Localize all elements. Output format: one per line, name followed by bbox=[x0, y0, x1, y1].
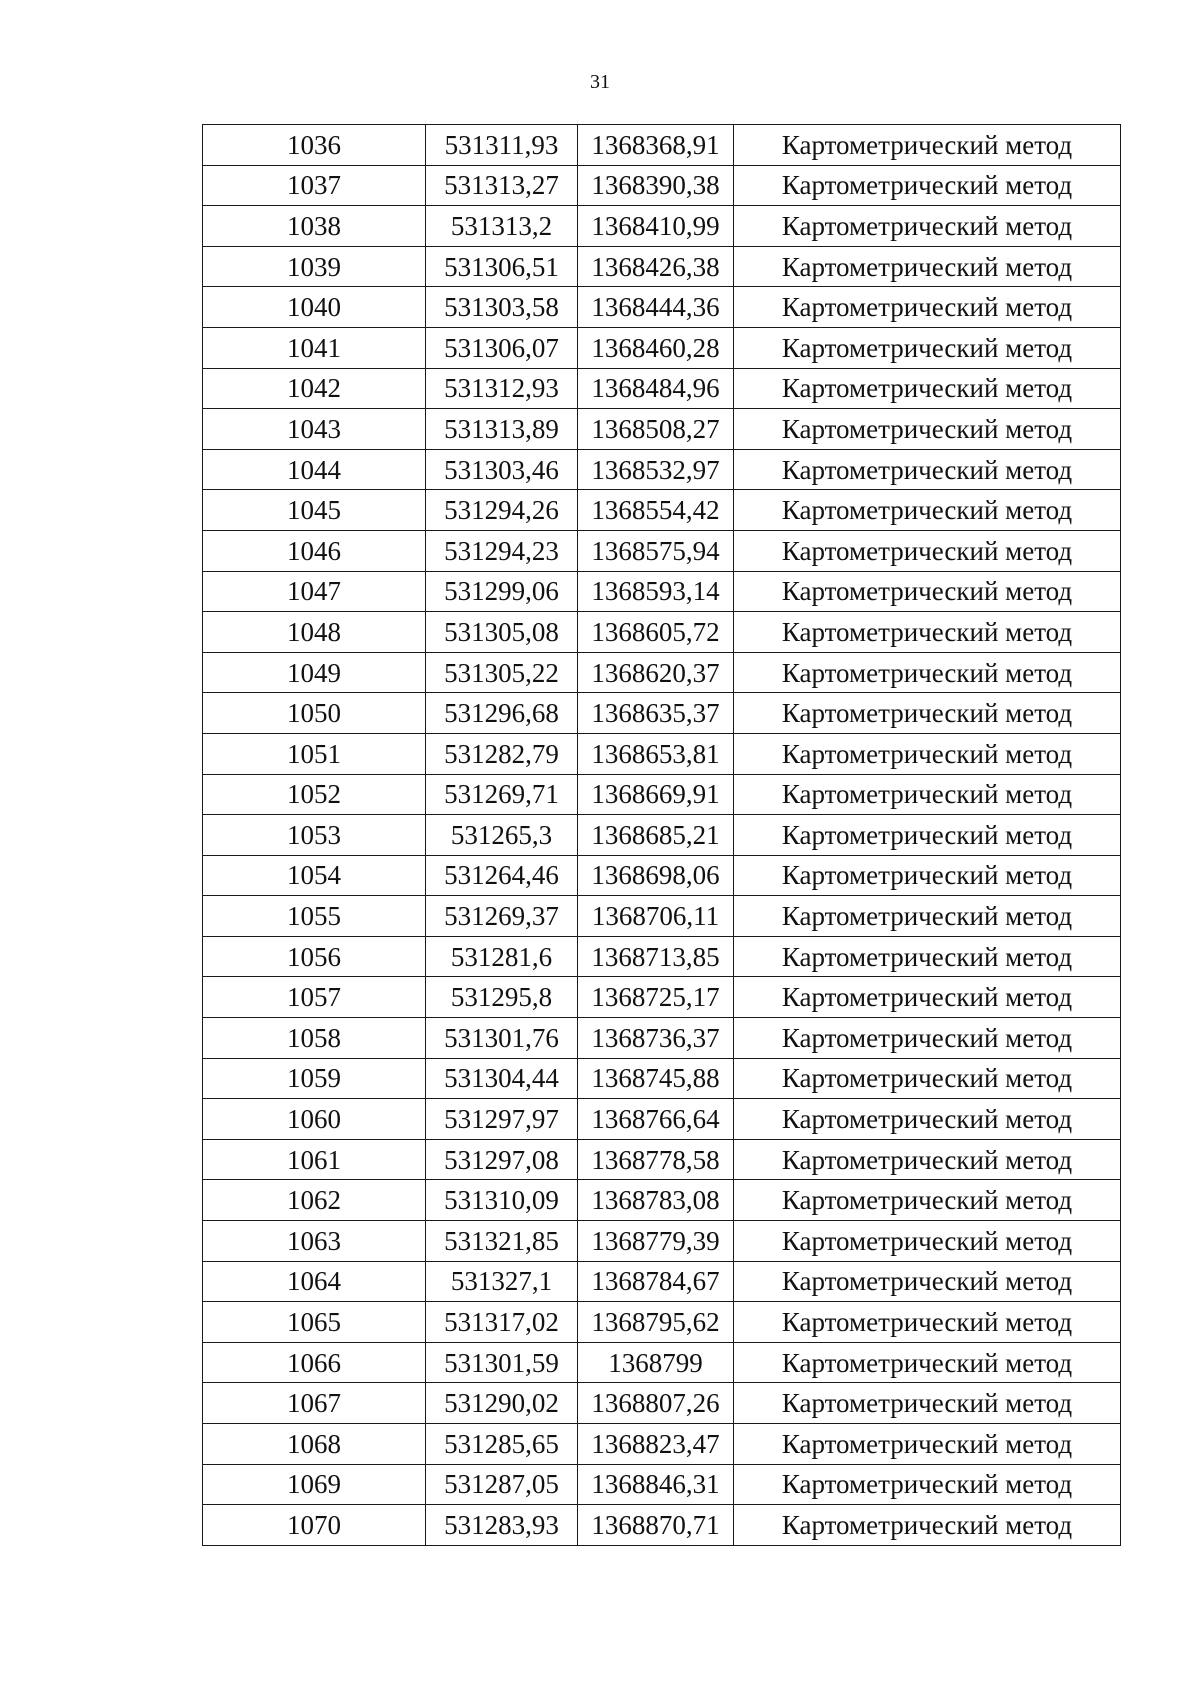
table-row bbox=[203, 896, 1121, 937]
method-cell: Картометрический метод bbox=[734, 125, 1121, 166]
x-coordinate-cell: 531285,65 bbox=[426, 1424, 578, 1465]
y-coordinate-cell: 1368460,28 bbox=[578, 327, 734, 368]
y-coordinate-cell: 1368532,97 bbox=[578, 449, 734, 490]
x-coordinate-cell: 531310,09 bbox=[426, 1180, 578, 1221]
table-row bbox=[203, 1058, 1121, 1099]
point-number-cell: 1043 bbox=[203, 409, 426, 450]
point-number-cell: 1038 bbox=[203, 206, 426, 247]
y-coordinate-cell: 1368669,91 bbox=[578, 774, 734, 815]
point-number-cell: 1067 bbox=[203, 1383, 426, 1424]
y-coordinate-cell: 1368783,08 bbox=[578, 1180, 734, 1221]
y-coordinate-cell: 1368554,42 bbox=[578, 490, 734, 531]
y-coordinate-cell: 1368745,88 bbox=[578, 1058, 734, 1099]
method-cell: Картометрический метод bbox=[734, 1139, 1121, 1180]
y-coordinate-cell: 1368846,31 bbox=[578, 1464, 734, 1505]
point-number-cell: 1066 bbox=[203, 1342, 426, 1383]
method-cell: Картометрический метод bbox=[734, 368, 1121, 409]
table-row bbox=[203, 977, 1121, 1018]
y-coordinate-cell: 1368575,94 bbox=[578, 530, 734, 571]
y-coordinate-cell: 1368605,72 bbox=[578, 612, 734, 653]
x-coordinate-cell: 531269,37 bbox=[426, 896, 578, 937]
x-coordinate-cell: 531321,85 bbox=[426, 1221, 578, 1262]
method-cell: Картометрический метод bbox=[734, 1464, 1121, 1505]
point-number-cell: 1042 bbox=[203, 368, 426, 409]
method-cell: Картометрический метод bbox=[734, 165, 1121, 206]
point-number-cell: 1062 bbox=[203, 1180, 426, 1221]
x-coordinate-cell: 531295,8 bbox=[426, 977, 578, 1018]
table-row bbox=[203, 1302, 1121, 1343]
x-coordinate-cell: 531304,44 bbox=[426, 1058, 578, 1099]
point-number-cell: 1053 bbox=[203, 815, 426, 856]
method-cell: Картометрический метод bbox=[734, 449, 1121, 490]
table-row bbox=[203, 1261, 1121, 1302]
table-row bbox=[203, 733, 1121, 774]
method-cell: Картометрический метод bbox=[734, 530, 1121, 571]
y-coordinate-cell: 1368620,37 bbox=[578, 652, 734, 693]
method-cell: Картометрический метод bbox=[734, 855, 1121, 896]
point-number-cell: 1069 bbox=[203, 1464, 426, 1505]
table-row bbox=[203, 1464, 1121, 1505]
x-coordinate-cell: 531282,79 bbox=[426, 733, 578, 774]
table-row bbox=[203, 165, 1121, 206]
table-row bbox=[203, 1383, 1121, 1424]
method-cell: Картометрический метод bbox=[734, 936, 1121, 977]
method-cell: Картометрический метод bbox=[734, 1424, 1121, 1465]
y-coordinate-cell: 1368823,47 bbox=[578, 1424, 734, 1465]
table-row bbox=[203, 287, 1121, 328]
table-row bbox=[203, 125, 1121, 166]
x-coordinate-cell: 531303,46 bbox=[426, 449, 578, 490]
point-number-cell: 1047 bbox=[203, 571, 426, 612]
table-row bbox=[203, 1099, 1121, 1140]
method-cell: Картометрический метод bbox=[734, 1383, 1121, 1424]
x-coordinate-cell: 531301,76 bbox=[426, 1018, 578, 1059]
method-cell: Картометрический метод bbox=[734, 246, 1121, 287]
table-row bbox=[203, 368, 1121, 409]
method-cell: Картометрический метод bbox=[734, 733, 1121, 774]
point-number-cell: 1037 bbox=[203, 165, 426, 206]
y-coordinate-cell: 1368484,96 bbox=[578, 368, 734, 409]
x-coordinate-cell: 531303,58 bbox=[426, 287, 578, 328]
y-coordinate-cell: 1368444,36 bbox=[578, 287, 734, 328]
x-coordinate-cell: 531294,26 bbox=[426, 490, 578, 531]
method-cell: Картометрический метод bbox=[734, 1505, 1121, 1546]
table-row bbox=[203, 1018, 1121, 1059]
y-coordinate-cell: 1368799 bbox=[578, 1342, 734, 1383]
table-row bbox=[203, 1342, 1121, 1383]
method-cell: Картометрический метод bbox=[734, 1058, 1121, 1099]
point-number-cell: 1068 bbox=[203, 1424, 426, 1465]
point-number-cell: 1051 bbox=[203, 733, 426, 774]
point-number-cell: 1052 bbox=[203, 774, 426, 815]
x-coordinate-cell: 531327,1 bbox=[426, 1261, 578, 1302]
x-coordinate-cell: 531296,68 bbox=[426, 693, 578, 734]
y-coordinate-cell: 1368368,91 bbox=[578, 125, 734, 166]
point-number-cell: 1054 bbox=[203, 855, 426, 896]
y-coordinate-cell: 1368653,81 bbox=[578, 733, 734, 774]
point-number-cell: 1050 bbox=[203, 693, 426, 734]
y-coordinate-cell: 1368766,64 bbox=[578, 1099, 734, 1140]
point-number-cell: 1041 bbox=[203, 327, 426, 368]
table-row bbox=[203, 1505, 1121, 1546]
method-cell: Картометрический метод bbox=[734, 1221, 1121, 1262]
table-row bbox=[203, 612, 1121, 653]
table-row bbox=[203, 409, 1121, 450]
x-coordinate-cell: 531301,59 bbox=[426, 1342, 578, 1383]
y-coordinate-cell: 1368508,27 bbox=[578, 409, 734, 450]
method-cell: Картометрический метод bbox=[734, 977, 1121, 1018]
y-coordinate-cell: 1368795,62 bbox=[578, 1302, 734, 1343]
method-cell: Картометрический метод bbox=[734, 693, 1121, 734]
y-coordinate-cell: 1368698,06 bbox=[578, 855, 734, 896]
x-coordinate-cell: 531287,05 bbox=[426, 1464, 578, 1505]
point-number-cell: 1059 bbox=[203, 1058, 426, 1099]
y-coordinate-cell: 1368778,58 bbox=[578, 1139, 734, 1180]
method-cell: Картометрический метод bbox=[734, 896, 1121, 937]
y-coordinate-cell: 1368736,37 bbox=[578, 1018, 734, 1059]
point-number-cell: 1064 bbox=[203, 1261, 426, 1302]
table-row bbox=[203, 1221, 1121, 1262]
method-cell: Картометрический метод bbox=[734, 1018, 1121, 1059]
x-coordinate-cell: 531297,97 bbox=[426, 1099, 578, 1140]
table-row bbox=[203, 490, 1121, 531]
point-number-cell: 1058 bbox=[203, 1018, 426, 1059]
y-coordinate-cell: 1368685,21 bbox=[578, 815, 734, 856]
y-coordinate-cell: 1368390,38 bbox=[578, 165, 734, 206]
point-number-cell: 1056 bbox=[203, 936, 426, 977]
method-cell: Картометрический метод bbox=[734, 1261, 1121, 1302]
method-cell: Картометрический метод bbox=[734, 815, 1121, 856]
x-coordinate-cell: 531306,51 bbox=[426, 246, 578, 287]
x-coordinate-cell: 531312,93 bbox=[426, 368, 578, 409]
table-row bbox=[203, 774, 1121, 815]
point-number-cell: 1036 bbox=[203, 125, 426, 166]
point-number-cell: 1061 bbox=[203, 1139, 426, 1180]
y-coordinate-cell: 1368807,26 bbox=[578, 1383, 734, 1424]
x-coordinate-cell: 531265,3 bbox=[426, 815, 578, 856]
x-coordinate-cell: 531306,07 bbox=[426, 327, 578, 368]
x-coordinate-cell: 531281,6 bbox=[426, 936, 578, 977]
x-coordinate-cell: 531311,93 bbox=[426, 125, 578, 166]
method-cell: Картометрический метод bbox=[734, 774, 1121, 815]
method-cell: Картометрический метод bbox=[734, 490, 1121, 531]
x-coordinate-cell: 531294,23 bbox=[426, 530, 578, 571]
point-number-cell: 1048 bbox=[203, 612, 426, 653]
coordinates-table bbox=[202, 124, 1121, 1546]
table-row bbox=[203, 449, 1121, 490]
method-cell: Картометрический метод bbox=[734, 1342, 1121, 1383]
x-coordinate-cell: 531264,46 bbox=[426, 855, 578, 896]
table-row bbox=[203, 936, 1121, 977]
method-cell: Картометрический метод bbox=[734, 206, 1121, 247]
x-coordinate-cell: 531313,27 bbox=[426, 165, 578, 206]
table-row bbox=[203, 855, 1121, 896]
y-coordinate-cell: 1368725,17 bbox=[578, 977, 734, 1018]
coordinates-table-body bbox=[203, 125, 1121, 1546]
x-coordinate-cell: 531299,06 bbox=[426, 571, 578, 612]
method-cell: Картометрический метод bbox=[734, 1302, 1121, 1343]
table-row bbox=[203, 327, 1121, 368]
point-number-cell: 1070 bbox=[203, 1505, 426, 1546]
y-coordinate-cell: 1368410,99 bbox=[578, 206, 734, 247]
page-number: 31 bbox=[590, 71, 610, 93]
table-row bbox=[203, 571, 1121, 612]
x-coordinate-cell: 531317,02 bbox=[426, 1302, 578, 1343]
method-cell: Картометрический метод bbox=[734, 409, 1121, 450]
point-number-cell: 1063 bbox=[203, 1221, 426, 1262]
point-number-cell: 1044 bbox=[203, 449, 426, 490]
point-number-cell: 1046 bbox=[203, 530, 426, 571]
x-coordinate-cell: 531269,71 bbox=[426, 774, 578, 815]
point-number-cell: 1049 bbox=[203, 652, 426, 693]
y-coordinate-cell: 1368870,71 bbox=[578, 1505, 734, 1546]
x-coordinate-cell: 531297,08 bbox=[426, 1139, 578, 1180]
y-coordinate-cell: 1368706,11 bbox=[578, 896, 734, 937]
table-row bbox=[203, 530, 1121, 571]
point-number-cell: 1039 bbox=[203, 246, 426, 287]
point-number-cell: 1065 bbox=[203, 1302, 426, 1343]
y-coordinate-cell: 1368426,38 bbox=[578, 246, 734, 287]
point-number-cell: 1060 bbox=[203, 1099, 426, 1140]
y-coordinate-cell: 1368779,39 bbox=[578, 1221, 734, 1262]
table-row bbox=[203, 1180, 1121, 1221]
table-row bbox=[203, 693, 1121, 734]
method-cell: Картометрический метод bbox=[734, 652, 1121, 693]
table-row bbox=[203, 1139, 1121, 1180]
method-cell: Картометрический метод bbox=[734, 327, 1121, 368]
point-number-cell: 1055 bbox=[203, 896, 426, 937]
x-coordinate-cell: 531313,2 bbox=[426, 206, 578, 247]
table-row bbox=[203, 1424, 1121, 1465]
table-row bbox=[203, 206, 1121, 247]
table-row bbox=[203, 652, 1121, 693]
x-coordinate-cell: 531290,02 bbox=[426, 1383, 578, 1424]
point-number-cell: 1057 bbox=[203, 977, 426, 1018]
method-cell: Картометрический метод bbox=[734, 571, 1121, 612]
y-coordinate-cell: 1368784,67 bbox=[578, 1261, 734, 1302]
method-cell: Картометрический метод bbox=[734, 1099, 1121, 1140]
x-coordinate-cell: 531283,93 bbox=[426, 1505, 578, 1546]
method-cell: Картометрический метод bbox=[734, 287, 1121, 328]
x-coordinate-cell: 531305,22 bbox=[426, 652, 578, 693]
y-coordinate-cell: 1368713,85 bbox=[578, 936, 734, 977]
table-row bbox=[203, 246, 1121, 287]
method-cell: Картометрический метод bbox=[734, 612, 1121, 653]
table-row bbox=[203, 815, 1121, 856]
point-number-cell: 1045 bbox=[203, 490, 426, 531]
y-coordinate-cell: 1368593,14 bbox=[578, 571, 734, 612]
y-coordinate-cell: 1368635,37 bbox=[578, 693, 734, 734]
x-coordinate-cell: 531305,08 bbox=[426, 612, 578, 653]
x-coordinate-cell: 531313,89 bbox=[426, 409, 578, 450]
method-cell: Картометрический метод bbox=[734, 1180, 1121, 1221]
point-number-cell: 1040 bbox=[203, 287, 426, 328]
